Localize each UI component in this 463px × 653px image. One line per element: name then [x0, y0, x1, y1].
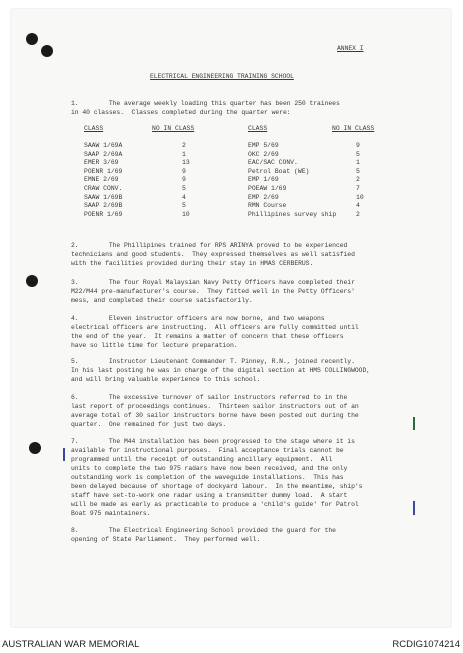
- table-cell-count-right: 2: [356, 176, 360, 184]
- table-cell-count-right: 4: [356, 202, 360, 210]
- table-cell-count-right: 5: [356, 167, 360, 175]
- paragraph-1: 1. The average weekly loading this quarter has been 250 trainees in 40 classes. Classes completed during the quarter were:: [71, 100, 340, 116]
- table-cell-count-left: 5: [182, 202, 186, 210]
- table-cell-count-left: 5: [182, 185, 186, 192]
- paragraph-6: 6. The excessive turnover of sailor instructors referred to in the last report of proceedings continues. Thirteen sailor instructors out of an average total of 30 sailor instructors borne have been posted out during the quarter. One remained for just two days.: [71, 394, 359, 428]
- table-cell-class-right: OKC 2/69: [248, 150, 279, 158]
- table-cell-class-left: POENR 1/69: [84, 210, 123, 218]
- table-cell-class-right: RMN Course: [248, 202, 287, 210]
- table-cell-count-left: 2: [182, 142, 186, 149]
- table-cell-count-right: 9: [356, 142, 360, 149]
- punch-hole-top-second: [41, 45, 53, 57]
- table-cell-class-left: SAAP 2/69A: [84, 150, 123, 158]
- table-cell-class-left: POENR 1/69: [84, 167, 123, 175]
- table-cell-count-right: 10: [356, 193, 364, 201]
- table-cell-count-left: 9: [182, 176, 186, 184]
- table-cell-count-left: 10: [182, 210, 190, 218]
- table-cell-class-right: EMP 1/69: [248, 176, 279, 184]
- header-class-left: CLASS: [84, 125, 104, 132]
- paragraph-5: 5. Instructor Lieutenant Commander T. Pinney, R.N., joined recently. In his last posting he was in charge of the digital section at HMS COLLINGWOOD, and will bring valuable experience to this school.: [71, 358, 371, 383]
- table-cell-class-right: POEAW 1/69: [248, 185, 287, 192]
- paragraph-2: 2. The Phillipines trained for RPS ARINYA proved to be experienced technicians and good students. They expressed themselves as well satisfied with the facilities provided during their stay in HMAS CERBERUS.: [71, 242, 355, 267]
- annex-heading: ANNEX I: [337, 45, 364, 52]
- table-cell-class-left: CRAW CONV.: [84, 185, 123, 192]
- table-cell-class-right: EMP 5/69: [248, 142, 279, 149]
- punch-hole-middle: [26, 275, 38, 287]
- table-cell-class-left: EMNE 2/69: [84, 176, 119, 184]
- margin-mark-green: [413, 417, 415, 430]
- punch-hole-top: [26, 33, 38, 45]
- table-cell-count-right: 7: [356, 185, 360, 192]
- header-count-left: NO IN CLASS: [152, 125, 195, 132]
- footer-id: RCDIG1074214: [392, 639, 460, 650]
- table-cell-count-left: 13: [182, 159, 190, 167]
- paragraph-4: 4. Eleven instructor officers are now borne, and two weapons electrical officers are instructing. All officers are fully committed until the end of the year. It remains a matter of concern that these officers have so little time for lecture preparation.: [71, 315, 359, 349]
- paragraph-3: 3. The four Royal Malaysian Navy Petty Officers have completed their M22/M44 pre-manufacturer's course. They fitted well in the Petty Officers' mess, and completed their course satisfactorily.: [71, 279, 355, 304]
- table-cell-class-left: EMER 3/69: [84, 159, 119, 167]
- footer-source: AUSTRALIAN WAR MEMORIAL: [2, 639, 140, 650]
- table-cell-count-right: 2: [356, 210, 360, 218]
- table-cell-class-right: Petrol Boat (WE): [248, 167, 310, 175]
- header-class-right: CLASS: [248, 125, 268, 132]
- paragraph-8: 8. The Electrical Engineering School provided the guard for the opening of State Parliament. They performed well.: [71, 527, 336, 543]
- table-cell-class-right: EMP 2/69: [248, 193, 279, 201]
- table-cell-class-left: SAAP 2/69B: [84, 202, 123, 210]
- table-cell-class-right: EAC/SAC CONV.: [248, 159, 298, 167]
- table-cell-count-left: 1: [182, 150, 186, 158]
- margin-mark-blue-left: [63, 448, 65, 461]
- document-title: ELECTRICAL ENGINEERING TRAINING SCHOOL: [150, 73, 294, 80]
- table-cell-count-right: 5: [356, 150, 360, 158]
- punch-hole-lower: [29, 442, 41, 454]
- margin-mark-blue-right: [413, 501, 415, 515]
- classes-table: [84, 125, 394, 225]
- table-cell-class-left: SAAW 1/69A: [84, 142, 123, 149]
- table-cell-count-left: 4: [182, 193, 186, 201]
- header-count-right: NO IN CLASS: [332, 125, 375, 132]
- table-cell-class-right: Phillipines survey ship: [248, 210, 337, 218]
- paragraph-7: 7. The M44 installation has been progressed to the stage where it is available for instructional purposes. Final acceptance trials cannot be programmed until the receipt of outstanding ancillary equipment. All units to complete the two 975 radars have now been received, and the only outstanding work is completion of the waveguide installations. This has been delayed because of shortage of dockyard labour. In the meantime, ship's staff have set-to-work one radar using a transmitter dummy load. A start will be made as early as practicable to produce a 'child's guide' for Patrol Boat 975 maintainers.: [71, 438, 363, 517]
- table-cell-count-right: 1: [356, 159, 360, 167]
- table-cell-count-left: 9: [182, 167, 186, 175]
- footer-bar: [0, 633, 463, 653]
- table-cell-class-left: SAAW 1/69B: [84, 193, 123, 201]
